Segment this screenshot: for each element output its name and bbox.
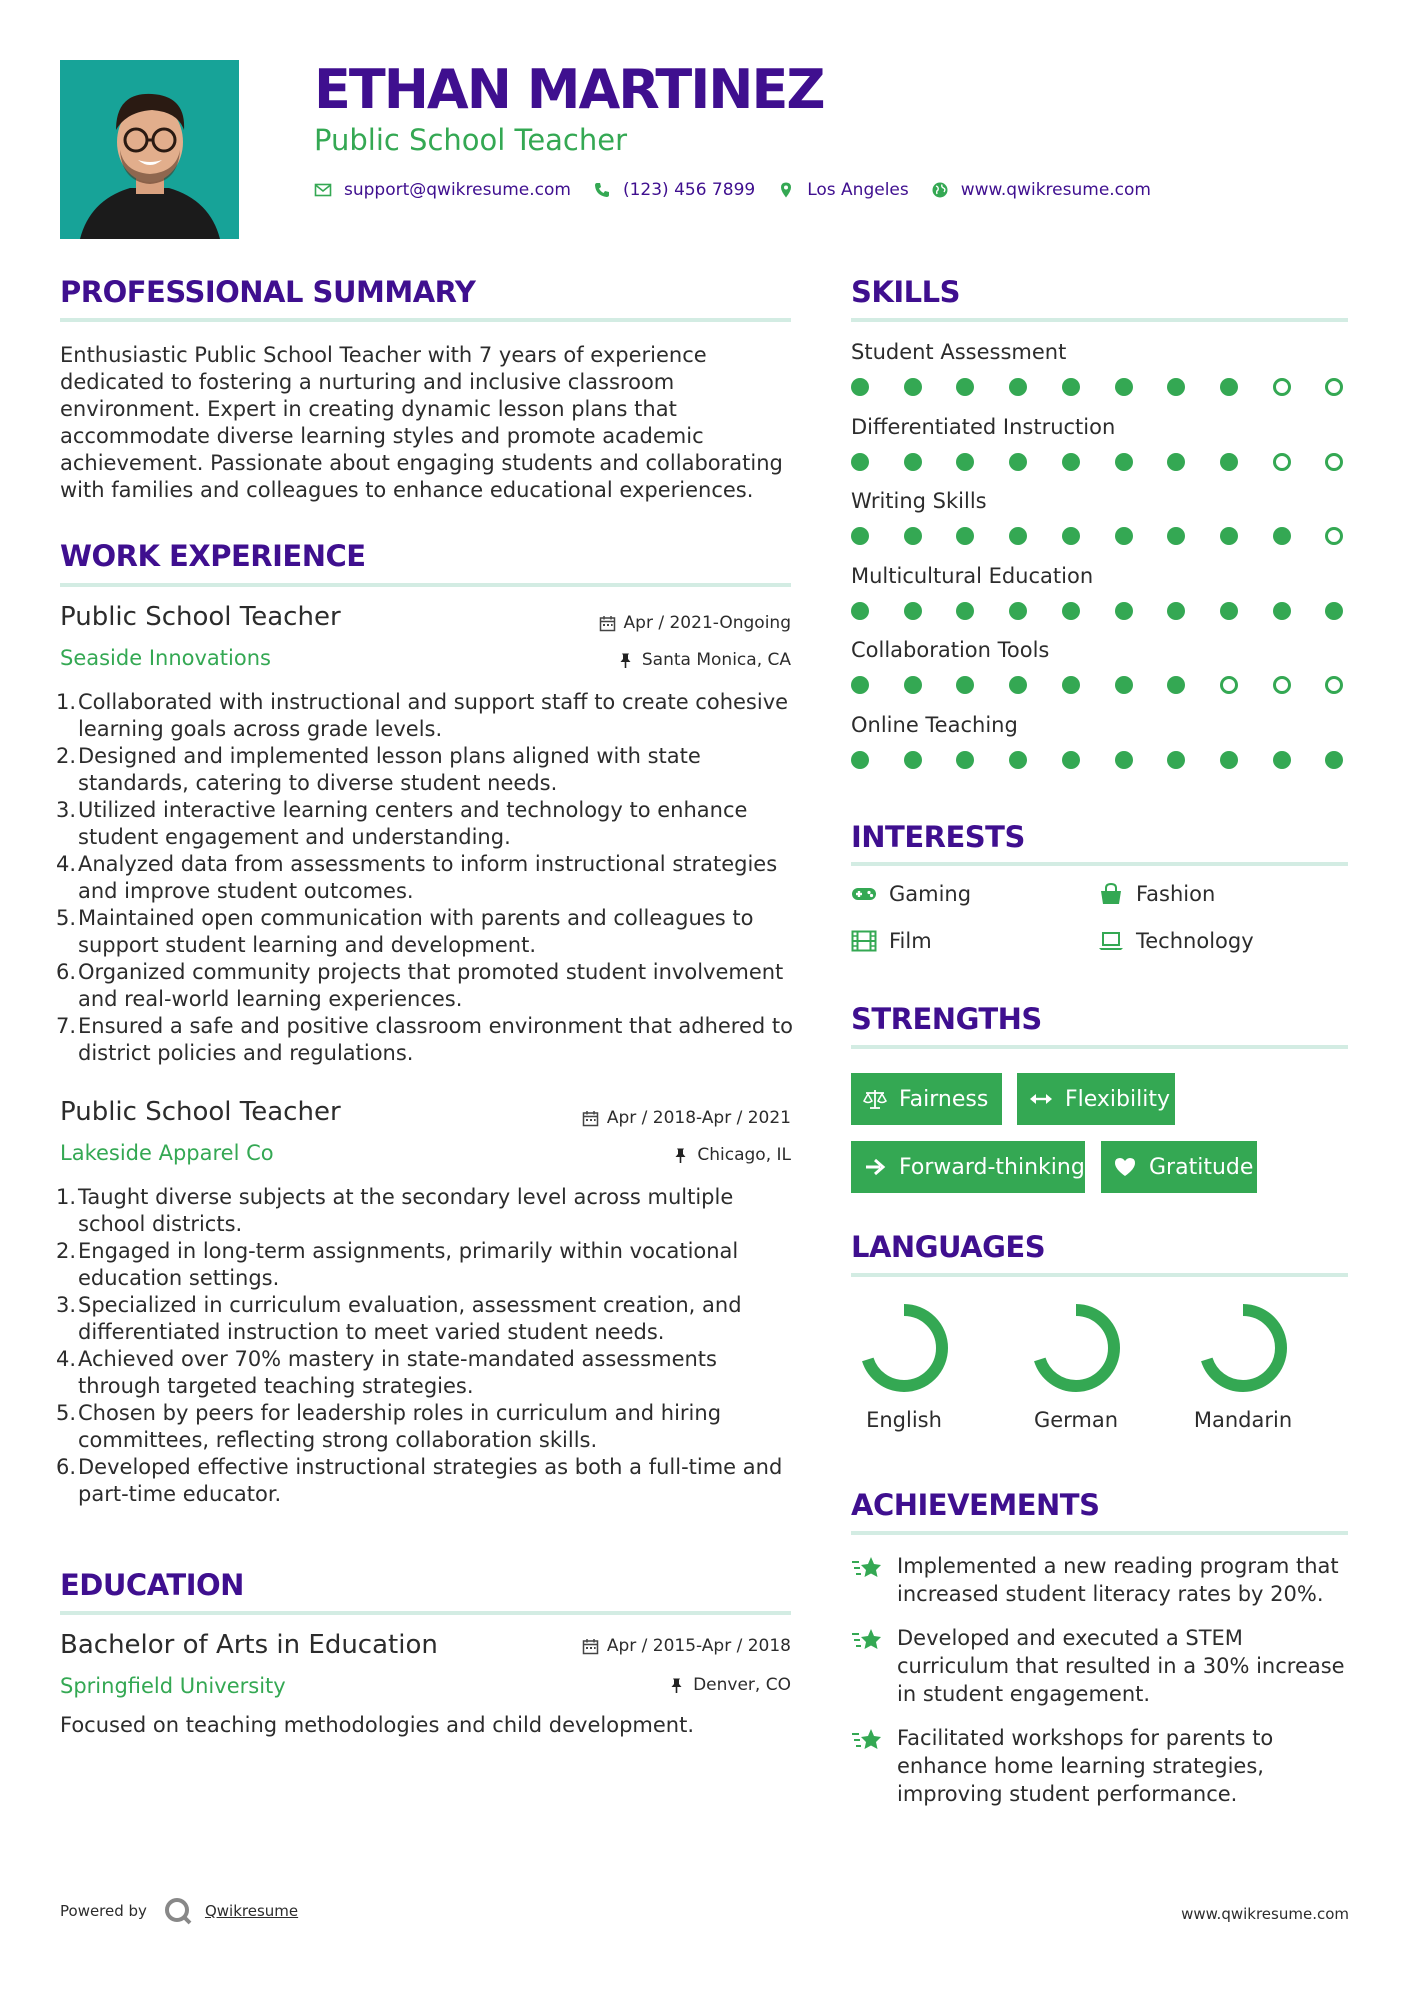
rating-dot-filled — [956, 676, 974, 694]
job-1-role: Public School Teacher — [60, 602, 341, 632]
education-dates-text: Apr / 2015-Apr / 2018 — [606, 1636, 791, 1656]
interest-gaming — [851, 882, 971, 906]
footer-powered-by — [60, 1896, 298, 1926]
language-german — [1011, 1300, 1141, 1432]
skill-name: Differentiated Instruction — [851, 414, 1116, 439]
rating-dot-filled — [1009, 751, 1027, 769]
rating-dot-filled — [1115, 378, 1133, 396]
skill-rating — [851, 453, 1347, 473]
rating-dot-filled — [1009, 527, 1027, 545]
rating-dot-empty — [1273, 378, 1291, 396]
language-german-name: German — [1033, 1408, 1119, 1432]
rating-dot-filled — [1273, 527, 1291, 545]
job-1-company: Seaside Innovations — [60, 646, 271, 670]
list-item: 4. Analyzed data from assessments to inform instructional strategies and improve student outcomes. — [56, 852, 778, 903]
envelope-icon — [314, 181, 332, 199]
gamepad-icon — [851, 883, 877, 905]
list-item: 3. Utilized interactive learning centers and technology to enhance student engagement and understanding. — [56, 798, 748, 849]
skill-rating — [851, 378, 1347, 398]
strength-flexibility-label: Flexibility — [1065, 1086, 1170, 1112]
film-icon — [851, 930, 877, 952]
rating-dot-empty — [1325, 453, 1343, 471]
interest-technology-label: Technology — [1136, 929, 1254, 953]
education-description: Focused on teaching methodologies and child development. — [60, 1713, 695, 1737]
rating-dot-filled — [904, 751, 922, 769]
strength-fairness-label: Fairness — [899, 1086, 989, 1112]
rating-dot-filled — [1062, 453, 1080, 471]
rating-dot-filled — [1167, 751, 1185, 769]
laptop-icon — [1098, 930, 1124, 952]
list-item: 6. Developed effective instructional strategies as both a full-time and part-time educator. — [56, 1455, 783, 1506]
rating-dot-filled — [1273, 602, 1291, 620]
rating-dot-filled — [1325, 602, 1343, 620]
list-item: 6. Organized community projects that promoted student involvement and real-world learning experiences. — [56, 960, 784, 1011]
balance-scale-icon — [863, 1088, 887, 1110]
rating-dot-filled — [1062, 751, 1080, 769]
rating-dot-filled — [1062, 527, 1080, 545]
skill-rating — [851, 751, 1347, 771]
interest-film — [851, 929, 932, 953]
rating-dot-filled — [1220, 527, 1238, 545]
skill-rating — [851, 527, 1347, 547]
rating-dot-filled — [1062, 378, 1080, 396]
rating-dot-filled — [904, 378, 922, 396]
list-item: 7. Ensured a safe and positive classroom environment that adhered to district policies and regulations. — [56, 1014, 793, 1065]
profile-photo — [60, 60, 239, 239]
rating-dot-filled — [1009, 676, 1027, 694]
rating-dot-filled — [851, 676, 869, 694]
education-divider — [60, 1611, 791, 1615]
education-degree: Bachelor of Arts in Education — [60, 1630, 438, 1660]
achievements-divider — [851, 1531, 1348, 1535]
list-item: 1. Taught diverse subjects at the secondary level across multiple school districts. — [56, 1185, 734, 1236]
list-item: 2. Engaged in long-term assignments, primarily within vocational education settings. — [56, 1239, 739, 1290]
rating-dot-filled — [904, 453, 922, 471]
rating-dot-filled — [1062, 676, 1080, 694]
heart-icon — [1113, 1156, 1137, 1178]
strength-forward-thinking-label: Forward-thinking — [899, 1154, 1085, 1180]
job-1-location — [617, 650, 791, 670]
experience-heading: WORK EXPERIENCE — [60, 539, 366, 573]
pushpin-icon — [617, 652, 634, 669]
achievement-2-text: Developed and executed a STEM curriculum that resulted in a 30% increase in student engagement. — [897, 1626, 1345, 1706]
contact-email-text: support@qwikresume.com — [344, 180, 571, 200]
rating-dot-filled — [1115, 751, 1133, 769]
rating-dot-empty — [1273, 676, 1291, 694]
interest-film-label: Film — [889, 929, 932, 953]
rating-dot-filled — [1062, 602, 1080, 620]
interest-gaming-label: Gaming — [889, 882, 972, 906]
star-achievement-icon — [851, 1726, 883, 1754]
education-location-text: Denver, CO — [693, 1675, 791, 1695]
interest-fashion-label: Fashion — [1136, 882, 1216, 906]
strength-flexibility — [1017, 1073, 1175, 1125]
rating-dot-filled — [1220, 378, 1238, 396]
arrow-right-icon — [863, 1156, 887, 1178]
strengths-heading: STRENGTHS — [851, 1002, 1042, 1036]
contact-location-text: Los Angeles — [807, 180, 909, 200]
pushpin-icon — [668, 1677, 685, 1694]
job-1-dates — [599, 613, 791, 633]
rating-dot-filled — [851, 602, 869, 620]
skill-name: Writing Skills — [851, 489, 987, 513]
strength-gratitude — [1101, 1141, 1257, 1193]
strengths-divider — [851, 1045, 1348, 1049]
language-mandarin-name: Mandarin — [1193, 1408, 1293, 1432]
contact-website-text: www.qwikresume.com — [960, 180, 1151, 200]
strength-fairness — [851, 1073, 1002, 1125]
rating-dot-filled — [1115, 453, 1133, 471]
interest-fashion — [1098, 882, 1215, 906]
skill-name: Student Assessment — [851, 340, 1067, 364]
education-school: Springfield University — [60, 1674, 286, 1698]
strength-forward-thinking — [851, 1141, 1085, 1193]
skill-name: Collaboration Tools — [851, 638, 1050, 662]
candidate-title: Public School Teacher — [314, 123, 628, 157]
qwikresume-logo-icon — [163, 1896, 193, 1926]
language-english-name: English — [866, 1408, 942, 1432]
list-item: 1. Collaborated with instructional and support staff to create cohesive learning goals across grade levels. — [56, 690, 789, 741]
rating-dot-filled — [1009, 602, 1027, 620]
achievements-heading: ACHIEVEMENTS — [851, 1488, 1100, 1522]
contact-phone[interactable] — [593, 180, 755, 200]
rating-dot-filled — [1325, 751, 1343, 769]
job-2-bullets — [56, 1184, 805, 1508]
achievement-3 — [851, 1724, 1351, 1808]
rating-dot-filled — [1220, 602, 1238, 620]
list-item: 3. Specialized in curriculum evaluation, assessment creation, and differentiated instruction to meet varied student needs. — [56, 1293, 742, 1344]
achievement-1-text: Implemented a new reading program that increased student literacy rates by 20%. — [897, 1554, 1339, 1606]
rating-dot-filled — [956, 751, 974, 769]
calendar-icon — [599, 615, 616, 632]
profile-photo-image — [60, 60, 239, 239]
rating-dot-filled — [956, 378, 974, 396]
arrows-horizontal-icon — [1029, 1088, 1053, 1110]
rating-dot-filled — [1220, 453, 1238, 471]
contact-website[interactable] — [931, 180, 1151, 200]
achievement-2 — [851, 1624, 1351, 1708]
contact-location — [777, 180, 909, 200]
footer-url[interactable]: www.qwikresume.com — [1181, 1905, 1349, 1923]
rating-dot-filled — [1167, 378, 1185, 396]
list-item: 2. Designed and implemented lesson plans aligned with state standards, catering to diverse student needs. — [56, 744, 701, 795]
calendar-icon — [582, 1110, 599, 1127]
contact-phone-text: (123) 456 7899 — [622, 180, 756, 200]
rating-dot-filled — [851, 378, 869, 396]
job-2-dates — [582, 1108, 791, 1128]
job-2-location-text: Chicago, IL — [697, 1145, 791, 1165]
summary-divider — [60, 318, 791, 322]
skills-divider — [851, 318, 1348, 322]
skill-rating — [851, 676, 1347, 696]
summary-text: Enthusiastic Public School Teacher with 7 years of experience dedicated to fostering a nurturing and inclusive classroom environment. Expert in creating dynamic lesson plans that accommodate diverse learning styles and promote academic achievement. Passionate about engaging students and collaborating with families and colleagues to enhance educational experiences. — [60, 343, 783, 502]
language-german-ring — [1028, 1300, 1124, 1396]
rating-dot-filled — [904, 527, 922, 545]
list-item: 5. Chosen by peers for leadership roles in curriculum and hiring committees, reflecting strong collaboration skills. — [56, 1401, 722, 1452]
rating-dot-empty — [1325, 676, 1343, 694]
rating-dot-filled — [851, 527, 869, 545]
rating-dot-filled — [1220, 751, 1238, 769]
job-2-role: Public School Teacher — [60, 1097, 341, 1127]
list-item: 4. Achieved over 70% mastery in state-mandated assessments through targeted teaching strategies. — [56, 1347, 717, 1398]
list-item: 5. Maintained open communication with parents and colleagues to support student learning and development. — [56, 906, 754, 957]
job-2-location — [672, 1145, 791, 1165]
interests-heading: INTERESTS — [851, 820, 1025, 854]
interest-technology — [1098, 929, 1254, 953]
rating-dot-filled — [1009, 453, 1027, 471]
interests-divider — [851, 862, 1348, 866]
rating-dot-filled — [851, 751, 869, 769]
rating-dot-filled — [851, 453, 869, 471]
rating-dot-filled — [1167, 676, 1185, 694]
skill-rating — [851, 602, 1347, 622]
rating-dot-filled — [1167, 527, 1185, 545]
map-pin-icon — [777, 181, 795, 199]
contact-email[interactable] — [314, 180, 571, 200]
job-2-company: Lakeside Apparel Co — [60, 1141, 274, 1165]
skill-name: Multicultural Education — [851, 563, 1094, 588]
rating-dot-filled — [1167, 453, 1185, 471]
footer-powered-by-text: Powered by — [60, 1902, 147, 1920]
skills-heading: SKILLS — [851, 275, 960, 309]
rating-dot-empty — [1325, 527, 1343, 545]
candidate-name: ETHAN MARTINEZ — [314, 58, 824, 121]
contact-bar — [314, 178, 1173, 202]
rating-dot-filled — [956, 602, 974, 620]
rating-dot-filled — [1009, 378, 1027, 396]
achievement-3-text: Facilitated workshops for parents to enhance home learning strategies, improving student performance. — [897, 1726, 1274, 1806]
rating-dot-filled — [1167, 602, 1185, 620]
skill-name: Online Teaching — [851, 712, 1018, 737]
rating-dot-empty — [1325, 378, 1343, 396]
rating-dot-filled — [1115, 527, 1133, 545]
language-mandarin-ring — [1195, 1300, 1291, 1396]
rating-dot-empty — [1273, 453, 1291, 471]
rating-dot-filled — [1273, 751, 1291, 769]
rating-dot-filled — [956, 527, 974, 545]
phone-icon — [593, 181, 611, 199]
languages-heading: LANGUAGES — [851, 1230, 1046, 1264]
rating-dot-filled — [1115, 602, 1133, 620]
education-location — [668, 1675, 791, 1695]
rating-dot-filled — [904, 676, 922, 694]
star-achievement-icon — [851, 1554, 883, 1582]
summary-heading: PROFESSIONAL SUMMARY — [60, 275, 476, 309]
education-heading: EDUCATION — [60, 1568, 244, 1602]
rating-dot-filled — [904, 602, 922, 620]
shopping-bag-icon — [1098, 883, 1124, 905]
job-1-location-text: Santa Monica, CA — [641, 650, 791, 670]
star-achievement-icon — [851, 1626, 883, 1654]
job-1-bullets — [56, 689, 805, 1067]
rating-dot-filled — [1115, 676, 1133, 694]
language-english — [839, 1300, 969, 1432]
pushpin-icon — [672, 1147, 689, 1164]
language-english-ring — [856, 1300, 952, 1396]
languages-divider — [851, 1273, 1348, 1277]
rating-dot-filled — [956, 453, 974, 471]
education-dates — [582, 1636, 791, 1656]
achievement-1 — [851, 1552, 1351, 1608]
experience-divider — [60, 583, 791, 587]
job-2-dates-text: Apr / 2018-Apr / 2021 — [606, 1108, 791, 1128]
globe-icon — [931, 181, 949, 199]
job-1-dates-text: Apr / 2021-Ongoing — [623, 613, 791, 633]
footer-brand-link[interactable]: Qwikresume — [204, 1902, 299, 1920]
calendar-icon — [582, 1638, 599, 1655]
rating-dot-empty — [1220, 676, 1238, 694]
language-mandarin — [1178, 1300, 1308, 1432]
strength-gratitude-label: Gratitude — [1149, 1154, 1254, 1180]
